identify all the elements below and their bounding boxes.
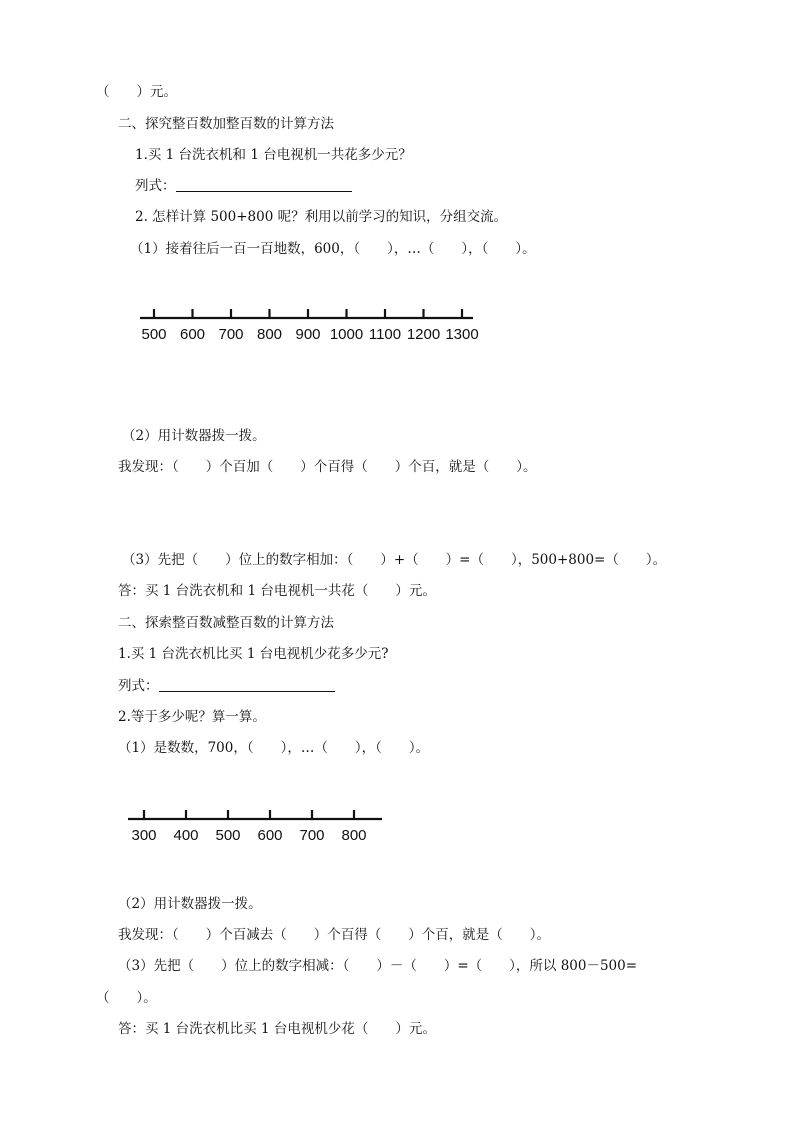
formula-label: 列式： bbox=[118, 678, 159, 694]
formula-label: 列式： bbox=[135, 178, 176, 194]
number-line-subtraction-tick-label: 700 bbox=[299, 827, 325, 844]
number-line-addition-tick-label: 1300 bbox=[445, 326, 479, 343]
number-line-subtraction-svg bbox=[128, 806, 388, 852]
number-line-addition bbox=[140, 304, 485, 350]
number-line-addition-tick-label: 1100 bbox=[368, 326, 402, 343]
number-line-addition-tick-label: 1200 bbox=[406, 326, 441, 343]
formula-line-subtraction bbox=[118, 677, 335, 695]
number-line-addition-tick-label: 700 bbox=[218, 326, 244, 343]
section-heading-addition: 二、探究整百数加整百数的计算方法 bbox=[118, 116, 334, 132]
count-prompt-addition: （1）接着往后一百一百地数，600，（ ），…（ ），（ ）。 bbox=[130, 241, 536, 257]
number-line-addition-tick-label: 900 bbox=[295, 326, 321, 343]
formula-line-addition bbox=[135, 177, 352, 195]
number-line-subtraction-tick-label: 800 bbox=[341, 827, 367, 844]
section-heading-subtraction: 二、探索整百数减整百数的计算方法 bbox=[118, 615, 334, 631]
discovery-addition: 我发现：（ ）个百加（ ）个百得（ ）个百，就是（ ）。 bbox=[118, 459, 537, 475]
count-prompt-subtraction: （1）是数数，700，（ ），…（ ），（ ）。 bbox=[118, 740, 430, 756]
number-line-subtraction-tick-label: 500 bbox=[215, 827, 241, 844]
answer-addition: 答：买 1 台洗衣机和 1 台电视机一共花（ ）元。 bbox=[118, 583, 436, 599]
compute-subtraction: （3）先把（ ）位上的数字相减：（ ）－（ ）=（ ），所以 800－500= bbox=[118, 958, 638, 974]
question-subtraction-1: 1.买 1 台洗衣机比买 1 台电视机少花多少元? bbox=[118, 646, 389, 662]
question-addition-2: 2. 怎样计算 500+800 呢？利用以前学习的知识，分组交流。 bbox=[135, 209, 508, 225]
answer-blank-yuan-top: （ ）元。 bbox=[96, 84, 177, 100]
formula-answer-underline[interactable] bbox=[176, 177, 352, 192]
abacus-prompt-subtraction: （2）用计数器拨一拨。 bbox=[118, 896, 262, 912]
question-subtraction-2: 2.等于多少呢？算一算。 bbox=[118, 709, 266, 725]
number-line-subtraction-tick-label: 400 bbox=[173, 827, 199, 844]
abacus-prompt-addition: （2）用计数器拨一拨。 bbox=[122, 428, 266, 444]
number-line-subtraction-tick-label: 300 bbox=[131, 827, 157, 844]
question-addition-1: 1.买 1 台洗衣机和 1 台电视机一共花多少元？ bbox=[135, 147, 412, 163]
compute-addition: （3）先把（ ）位上的数字相加：（ ）+（ ）=（ ），500+800=（ ）。 bbox=[122, 552, 667, 568]
number-line-subtraction-tick-label: 600 bbox=[257, 827, 283, 844]
formula-answer-underline[interactable] bbox=[159, 677, 335, 692]
number-line-addition-svg bbox=[140, 304, 485, 350]
answer-subtraction: 答：买 1 台洗衣机比买 1 台电视机少花（ ）元。 bbox=[118, 1021, 436, 1037]
number-line-addition-tick-label: 500 bbox=[141, 326, 167, 343]
number-line-addition-tick-label: 600 bbox=[179, 326, 206, 343]
number-line-subtraction bbox=[128, 806, 388, 852]
discovery-subtraction: 我发现：（ ）个百减去（ ）个百得（ ）个百，就是（ ）。 bbox=[118, 927, 550, 943]
compute-subtraction-continued: （ ）。 bbox=[96, 990, 157, 1006]
number-line-addition-tick-label: 1000 bbox=[329, 326, 364, 343]
number-line-addition-tick-label: 800 bbox=[256, 326, 283, 343]
